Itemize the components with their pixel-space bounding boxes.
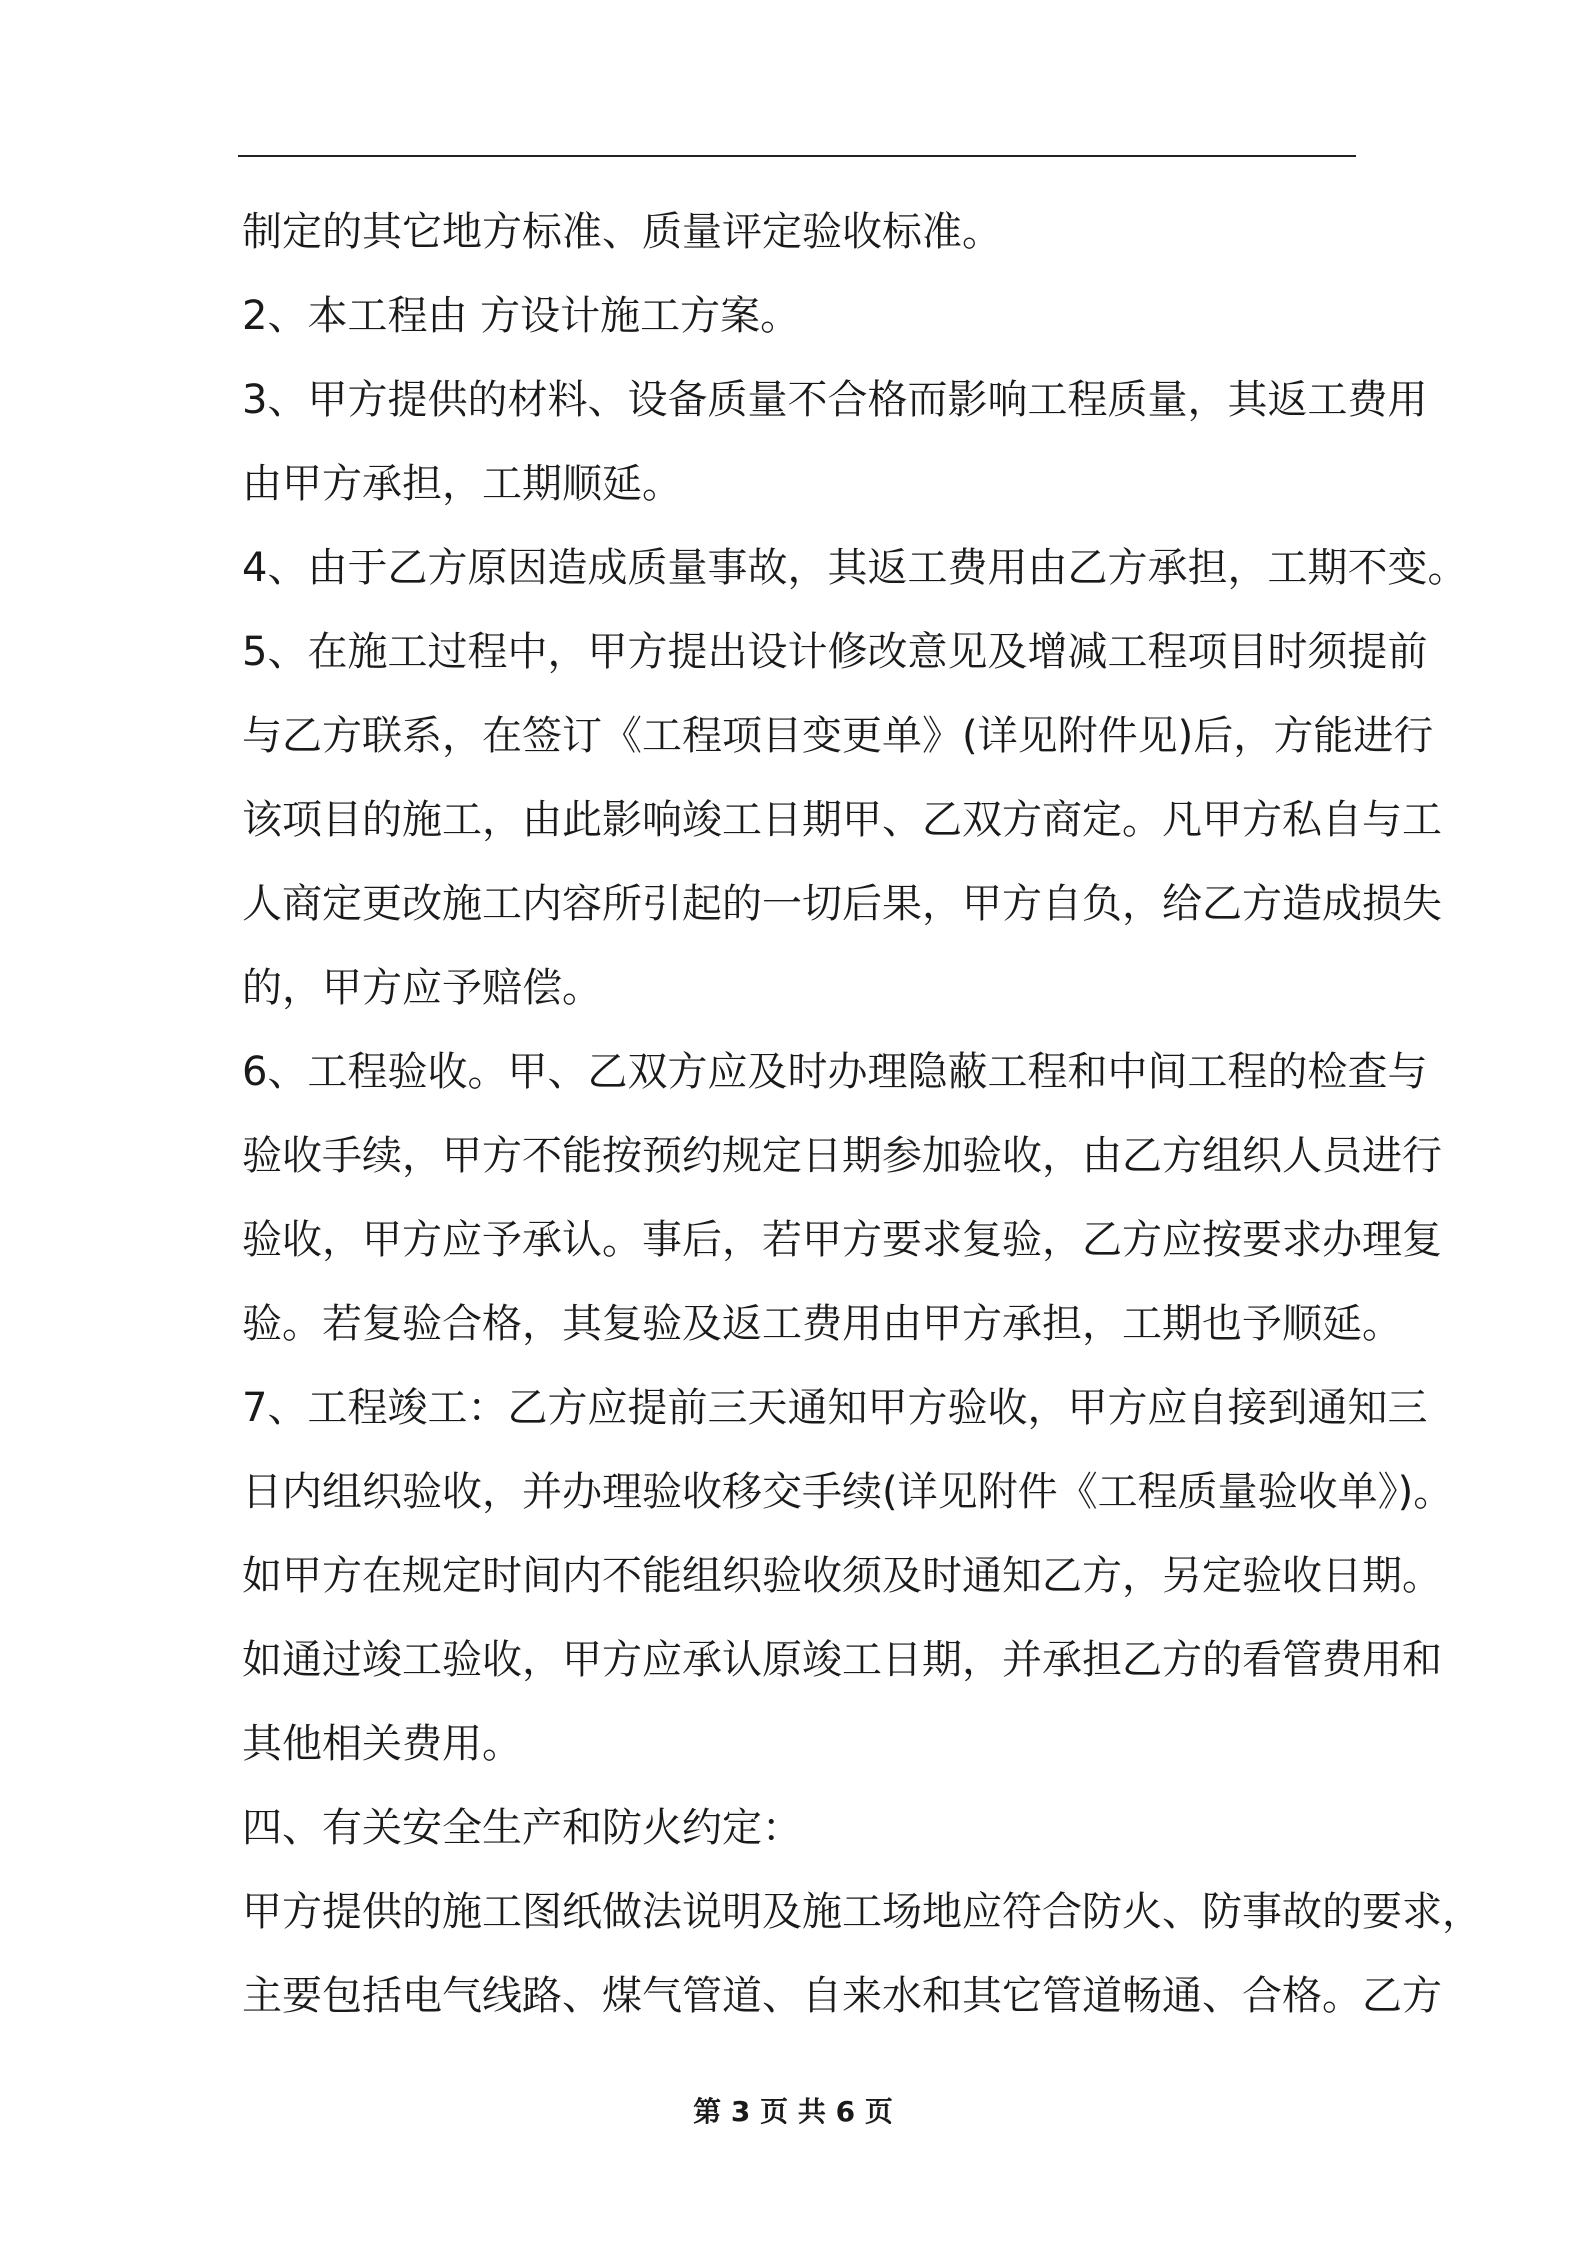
text-line: 如通过竣工验收，甲方应承认原竣工日期，并承担乙方的看管费用和 bbox=[242, 1637, 1442, 1683]
text-line: 6、工程验收。甲、乙双方应及时办理隐蔽工程和中间工程的检查与 bbox=[242, 1049, 1428, 1095]
text-line: 验收手续，甲方不能按预约规定日期参加验收，由乙方组织人员进行 bbox=[242, 1133, 1442, 1179]
text-line: 3、甲方提供的材料、设备质量不合格而影响工程质量，其返工费用 bbox=[242, 377, 1428, 423]
text-line: 人商定更改施工内容所引起的一切后果，甲方自负，给乙方造成损失 bbox=[242, 881, 1442, 927]
text-line: 日内组织验收，并办理验收移交手续(详见附件《工程质量验收单》)。 bbox=[242, 1469, 1454, 1515]
text-line: 其他相关费用。 bbox=[242, 1721, 522, 1767]
text-line: 四、有关安全生产和防火约定： bbox=[242, 1805, 802, 1851]
page-number: 第 3 页 共 6 页 bbox=[693, 2095, 893, 2128]
text-line: 与乙方联系，在签订《工程项目变更单》(详见附件见)后，方能进行 bbox=[242, 713, 1434, 759]
text-line: 验。若复验合格，其复验及返工费用由甲方承担，工期也予顺延。 bbox=[242, 1301, 1402, 1347]
text-line: 由甲方承担，工期顺延。 bbox=[242, 461, 682, 507]
text-line: 验收，甲方应予承认。事后，若甲方要求复验，乙方应按要求办理复 bbox=[242, 1217, 1442, 1263]
text-line: 的，甲方应予赔偿。 bbox=[242, 965, 602, 1011]
text-line: 7、工程竣工：乙方应提前三天通知甲方验收，甲方应自接到通知三 bbox=[242, 1385, 1428, 1431]
text-line: 主要包括电气线路、煤气管道、自来水和其它管道畅通、合格。乙方 bbox=[242, 1973, 1442, 2019]
text-line: 2、本工程由 方设计施工方案。 bbox=[242, 293, 801, 339]
header-rule bbox=[238, 155, 1356, 157]
text-line: 制定的其它地方标准、质量评定验收标准。 bbox=[242, 209, 1002, 255]
document-body bbox=[242, 190, 1482, 2038]
text-line: 4、由于乙方原因造成质量事故，其返工费用由乙方承担，工期不变。 bbox=[242, 545, 1468, 591]
text-line: 该项目的施工，由此影响竣工日期甲、乙双方商定。凡甲方私自与工 bbox=[242, 797, 1442, 843]
text-line: 5、在施工过程中，甲方提出设计修改意见及增减工程项目时须提前 bbox=[242, 629, 1428, 675]
text-line: 甲方提供的施工图纸做法说明及施工场地应符合防火、防事故的要求， bbox=[242, 1889, 1482, 1935]
text-line: 如甲方在规定时间内不能组织验收须及时通知乙方，另定验收日期。 bbox=[242, 1553, 1442, 1599]
